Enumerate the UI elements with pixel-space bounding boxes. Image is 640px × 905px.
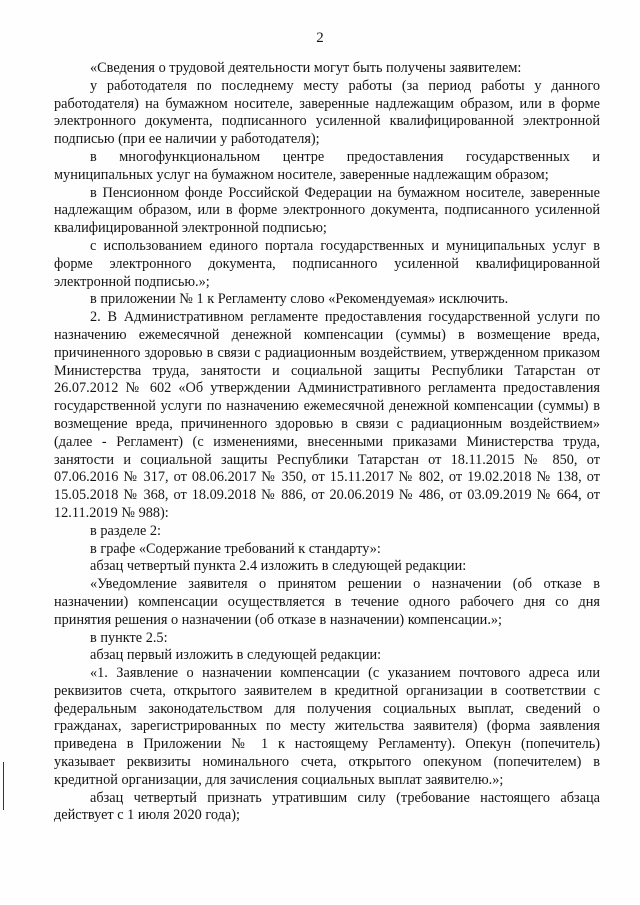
paragraph: в пункте 2.5: xyxy=(90,629,168,646)
paragraph: у работодателя по последнему месту работы (за период работы у данного работодателя) на бумажном носителе, заверенные надлежащим образом, или в форме электронного документа, подписанного усиленной квалифицированной электронной подписью (при ее наличии у работодателя); xyxy=(54,77,600,148)
paragraph: «1. Заявление о назначении компенсации (с указанием почтового адреса или реквизитов счета, открытого заявителем в кредитной организации в соответствии с федеральным законодательством для получения социальных выплат, сведений о гражданах, зарегистрированных по месту жительства заявителя) (форма заявления приведена в Приложении № 1 к настоящему Регламенту). Опекун (попечитель) указывает реквизиты номинального счета, открытого опекуном (попечителем) в кредитной организации, для зачисления социальных выплат заявителю.»; xyxy=(54,665,600,788)
document-body xyxy=(54,60,600,825)
paragraph: в Пенсионном фонде Российской Федерации на бумажном носителе, заверенные надлежащим образом, или в форме электронного документа, подписанного усиленной квалифицированной электронной подписью; xyxy=(54,184,600,237)
paragraph: абзац четвертый признать утратившим силу (требование настоящего абзаца действует с 1 июля 2020 года); xyxy=(54,789,600,824)
paragraph: в разделе 2: xyxy=(90,522,162,539)
paragraph: «Уведомление заявителя о принятом решении о назначении (об отказе в назначении) компенсации осуществляется в течение одного рабочего дня со дня принятия решения о назначении (об отказе в назначении) компенсации.»; xyxy=(54,576,600,628)
page-number: 2 xyxy=(316,30,324,46)
scan-edge-mark xyxy=(3,762,4,810)
paragraph: 2. В Административном регламенте предоставления государственной услуги по назначению ежемесячной денежной компенсации (суммы) в возмещение вреда, причиненного здоровью в связи с радиационным воздействием, утвержденном приказом Министерства труда, занятости и социальной защиты Республики Татарстан от 26.07.2012 № 602 «Об утверждении Административного регламента предоставления государственной услуги по назначению ежемесячной денежной компенсации (суммы) в возмещение вреда, причиненного здоровью в связи с радиационным воздействием» (далее - Регламент) (с изменениями, внесенными приказами Министерства труда, занятости и социальной защиты Республики Татарстан от 18.11.2015 № 850, от 07.06.2016 № 317, от 08.06.2017 № 350, от 15.11.2017 № 802, от 19.02.2018 № 138, от 15.05.2018 № 368, от 18.09.2018 № 886, от 20.06.2019 № 486, от 03.09.2019 № 664, от 12.11.2019 № 988): xyxy=(54,309,600,521)
paragraph: абзац четвертый пункта 2.4 изложить в следующей редакции: xyxy=(90,558,467,575)
paragraph: в графе «Содержание требований к стандарту»: xyxy=(90,540,381,557)
paragraph: с использованием единого портала государственных и муниципальных услуг в форме электронного документа, подписанного усиленной квалифицированной электронной подписью.»; xyxy=(54,237,600,290)
paragraph: в приложении № 1 к Регламенту слово «Рекомендуемая» исключить. xyxy=(90,291,509,308)
paragraph: «Сведения о трудовой деятельности могут быть получены заявителем: xyxy=(90,60,522,76)
paragraph: абзац первый изложить в следующей редакции: xyxy=(90,647,382,664)
paragraph: в многофункциональном центре предоставления государственных и муниципальных услуг на бумажном носителе, заверенные надлежащим образом; xyxy=(54,148,600,183)
